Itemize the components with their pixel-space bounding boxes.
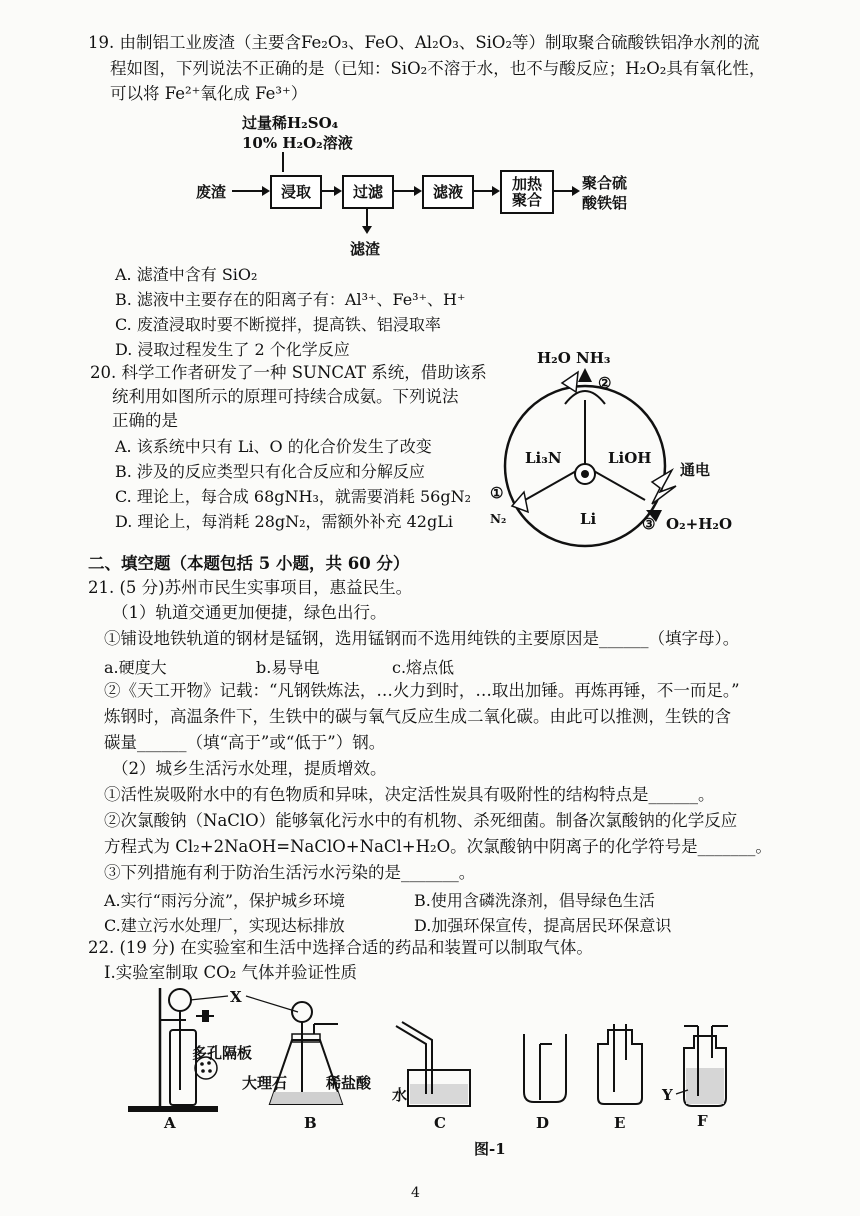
page-number: 4 bbox=[411, 1185, 420, 1201]
q20-option-a: A. 该系统中只有 Li、O 的化合价发生了改变 bbox=[115, 437, 432, 456]
cycle-top-products: H₂O NH₃ bbox=[537, 349, 611, 367]
q21-choice-a: a.硬度大 bbox=[104, 658, 167, 677]
q21-measure-b: B.使用含磷洗涤剂，倡导绿色生活 bbox=[414, 891, 655, 910]
q19-option-a: A. 滤渣中含有 SiO₂ bbox=[115, 265, 258, 284]
cycle-right-products: O₂+H₂O bbox=[666, 515, 733, 533]
apparatus-f-label: F bbox=[697, 1112, 708, 1130]
cycle-lioh: LiOH bbox=[608, 449, 652, 467]
apparatus-d-label: D bbox=[536, 1114, 550, 1132]
label-water: 水 bbox=[392, 1086, 408, 1104]
apparatus-e-label: E bbox=[614, 1114, 626, 1132]
q21-part2-b-line1: ②次氯酸钠（NaClO）能够氧化污水中的有机物、杀死细菌。制备次氯酸钠的化学反应 bbox=[104, 811, 738, 830]
label-marble: 大理石 bbox=[242, 1074, 288, 1092]
q19-line1: 19. 由制铝工业废渣（主要含Fe₂O₃、FeO、Al₂O₃、SiO₂等）制取聚合硫酸铁铝净水剂的流 bbox=[88, 33, 760, 52]
q21-part1-b-line1: ②《天工开物》记载：“凡钢铁炼法，…火力到时，…取出加锤。再炼再锤，不一而足。” bbox=[104, 681, 740, 700]
label-dilute-acid: 稀盐酸 bbox=[326, 1074, 372, 1092]
q21-measure-c: C.建立污水处理厂，实现达标排放 bbox=[104, 916, 345, 935]
q21-part1-b-line2: 炼钢时，高温条件下，生铁中的碳与氧气反应生成二氧化碳。由此可以推测，生铁的含 bbox=[104, 707, 731, 726]
q21-choice-c: c.熔点低 bbox=[392, 658, 455, 677]
cycle-electrolysis: 通电 bbox=[680, 461, 711, 479]
cycle-n2-input: N₂ bbox=[490, 512, 507, 526]
flow-filtrate-box: 滤液 bbox=[422, 175, 474, 209]
flow-filter-box: 过滤 bbox=[342, 175, 394, 209]
cycle-li3n: Li₃N bbox=[525, 449, 562, 467]
apparatus-a-label: A bbox=[164, 1114, 176, 1132]
flow-heat-label: 加热 bbox=[511, 175, 542, 193]
flow-polymerize-label: 聚合 bbox=[511, 191, 542, 209]
q21-part1-b-line3: 碳量______（填“高于”或“低于”）钢。 bbox=[104, 733, 386, 752]
label-y: Y bbox=[662, 1086, 673, 1104]
figure-caption: 图-1 bbox=[474, 1140, 506, 1158]
q19-option-b: B. 滤液中主要存在的阳离子有：Al³⁺、Fe³⁺、H⁺ bbox=[115, 290, 466, 309]
q20-option-d: D. 理论上，每消耗 28gN₂，需额外补充 42gLi bbox=[115, 512, 453, 531]
q19-line3: 可以将 Fe²⁺氧化成 Fe³⁺） bbox=[110, 84, 308, 103]
q19-option-d: D. 浸取过程发生了 2 个化学反应 bbox=[115, 340, 350, 359]
q20-option-b: B. 涉及的反应类型只有化合反应和分解反应 bbox=[115, 462, 425, 481]
q21-line1: 21. (5 分)苏州市民生实事项目，惠益民生。 bbox=[88, 578, 413, 597]
reagent-peroxide: 10% H₂O₂溶液 bbox=[242, 134, 353, 152]
apparatus-b-label: B bbox=[304, 1114, 317, 1132]
q20-line3: 正确的是 bbox=[112, 411, 178, 430]
q19-option-c: C. 废渣浸取时要不断搅拌，提高铁、铝浸取率 bbox=[115, 315, 441, 334]
q19-line2: 程如图，下列说法不正确的是（已知：SiO₂不溶于水，也不与酸反应；H₂O₂具有氧化性， bbox=[110, 59, 766, 78]
flow-product-line2: 酸铁铝 bbox=[582, 194, 628, 212]
q21-part2-c: ③下列措施有利于防治生活污水污染的是_______。 bbox=[104, 863, 476, 882]
q20-option-c: C. 理论上，每合成 68gNH₃，就需要消耗 56gN₂ bbox=[115, 487, 472, 506]
label-porous-plate: 多孔隔板 bbox=[192, 1044, 253, 1062]
section-2-heading: 二、填空题（本题包括 5 小题，共 60 分） bbox=[88, 554, 410, 573]
q22-line1: 22. (19 分) 在实验室和生活中选择合适的药品和装置可以制取气体。 bbox=[88, 938, 593, 957]
flow-start-waste: 废渣 bbox=[196, 183, 227, 201]
q21-part2-a: ①活性炭吸附水中的有色物质和异味，决定活性炭具有吸附性的结构特点是______。 bbox=[104, 785, 715, 804]
q22-subtitle: I.实验室制取 CO₂ 气体并验证性质 bbox=[104, 963, 358, 982]
q21-part1-a: ①铺设地铁轨道的钢材是锰钢，选用锰钢而不选用纯铁的主要原因是______（填字母）。 bbox=[104, 629, 740, 648]
q21-choice-b: b.易导电 bbox=[256, 658, 320, 677]
q21-part1: （1）轨道交通更加便捷，绿色出行。 bbox=[112, 603, 387, 622]
q21-measure-a: A.实行“雨污分流”，保护城乡环境 bbox=[104, 891, 346, 910]
q21-part2-b-line2: 方程式为 Cl₂+2NaOH=NaClO+NaCl+H₂O。次氯酸钠中阴离子的化学符号是_______。 bbox=[104, 837, 772, 856]
apparatus-c-label: C bbox=[434, 1114, 446, 1132]
cycle-step-2: ② bbox=[598, 374, 612, 392]
cycle-step-1: ① bbox=[490, 484, 504, 502]
cycle-li: Li bbox=[580, 510, 597, 528]
q21-part2: （2）城乡生活污水处理，提质增效。 bbox=[112, 759, 387, 778]
q21-measure-d: D.加强环保宣传，提高居民环保意识 bbox=[414, 916, 672, 935]
cycle-step-3: ③ bbox=[642, 515, 656, 533]
reagent-acid: 过量稀H₂SO₄ bbox=[242, 114, 339, 132]
flow-leach-box: 浸取 bbox=[270, 175, 322, 209]
label-x: X bbox=[230, 988, 242, 1006]
flow-residue: 滤渣 bbox=[350, 240, 381, 258]
flow-product-line1: 聚合硫 bbox=[582, 174, 628, 192]
q20-line2: 统利用如图所示的原理可持续合成氨。下列说法 bbox=[112, 387, 459, 406]
q20-line1: 20. 科学工作者研发了一种 SUNCAT 系统，借助该系 bbox=[90, 363, 487, 382]
